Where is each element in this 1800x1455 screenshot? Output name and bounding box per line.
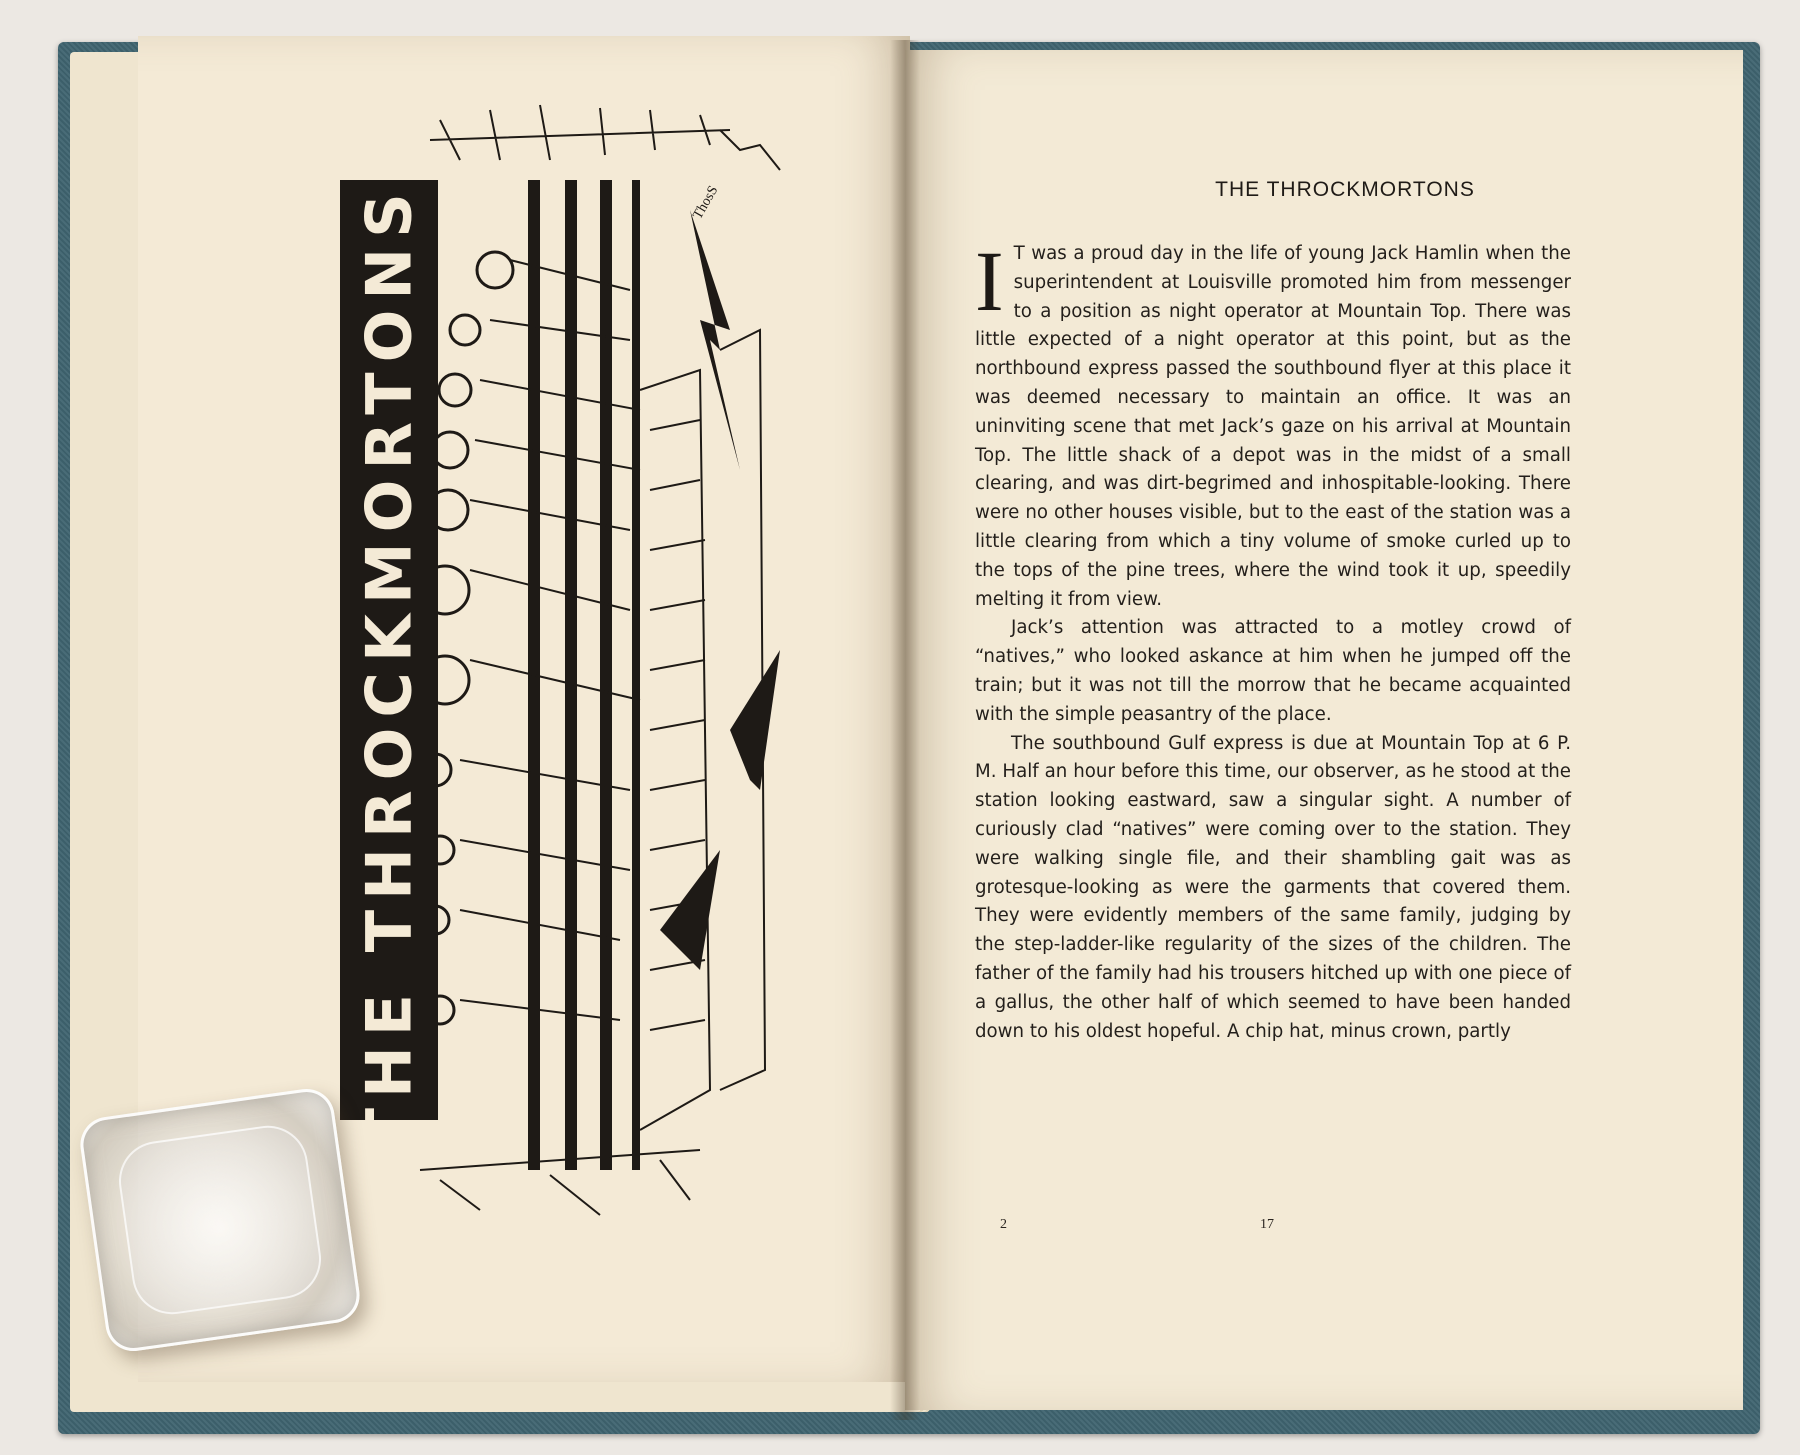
artist-signature: ThosS	[690, 183, 722, 222]
signature-mark: 2	[1000, 1217, 1007, 1232]
paragraph-2: Jack’s attention was attracted to a motley crowd of “natives,” who looked askance at him when he jumped off the train; but it was not till the morrow that he became acquainted with the simple peasantry of the place.	[975, 617, 1571, 725]
paragraph-1-text: T was a proud day in the life of young Jack Hamlin when the superintendent at Louisville promoted him from messenger to a position as night operator at Mountain Top. There was little expected of a night operator at this point, but as the northbound express passed the southbound flyer at this place it was deemed necessary to maintain an office. It was an uninviting scene that met Jack’s gaze on his arrival at Mountain Top. The little shack of a depot was in the midst of a small clearing, and was dirt-begrimed and inhospitable-looking. There were no other houses visible, but to the east of the station was a little clearing from which a tiny volume of smoke curled up to the tops of the pine trees, where the wind took it up, speedily melting it from view.	[975, 243, 1571, 610]
paragraph-1	[975, 233, 1571, 614]
illustration-title-band	[340, 149, 438, 1151]
illustration-title: THE THROCKMORTONS.	[352, 149, 426, 1151]
drop-cap: I	[975, 233, 1004, 329]
chapter-text	[975, 233, 1571, 1046]
glass-inner	[114, 1121, 326, 1320]
paragraph-3: The southbound Gulf express is due at Mountain Top at 6 P. M. Half an hour before this time, our observer, as he stood at the station looking eastward, saw a singular sight. A number of curiously clad “natives” were coming over to the station. They were walking single file, and their shambling gait was as grotesque-looking as were the garments that covered them. They were evidently members of the same family, judging by the step-ladder-like regularity of the sizes of the children. The father of the family had his trousers hitched up with one piece of a gallus, the other half of which seemed to have been handed down to his oldest hopeful. A chip hat, minus crown, partly	[975, 732, 1571, 1042]
page-number: 17	[1260, 1217, 1274, 1232]
chapter-title: THE THROCKMORTONS	[1215, 178, 1475, 201]
illustration-drawing	[400, 90, 790, 1230]
glass-paperweight	[77, 1085, 363, 1354]
book-gutter	[890, 40, 920, 1420]
throckmortons-illustration	[400, 90, 790, 1230]
